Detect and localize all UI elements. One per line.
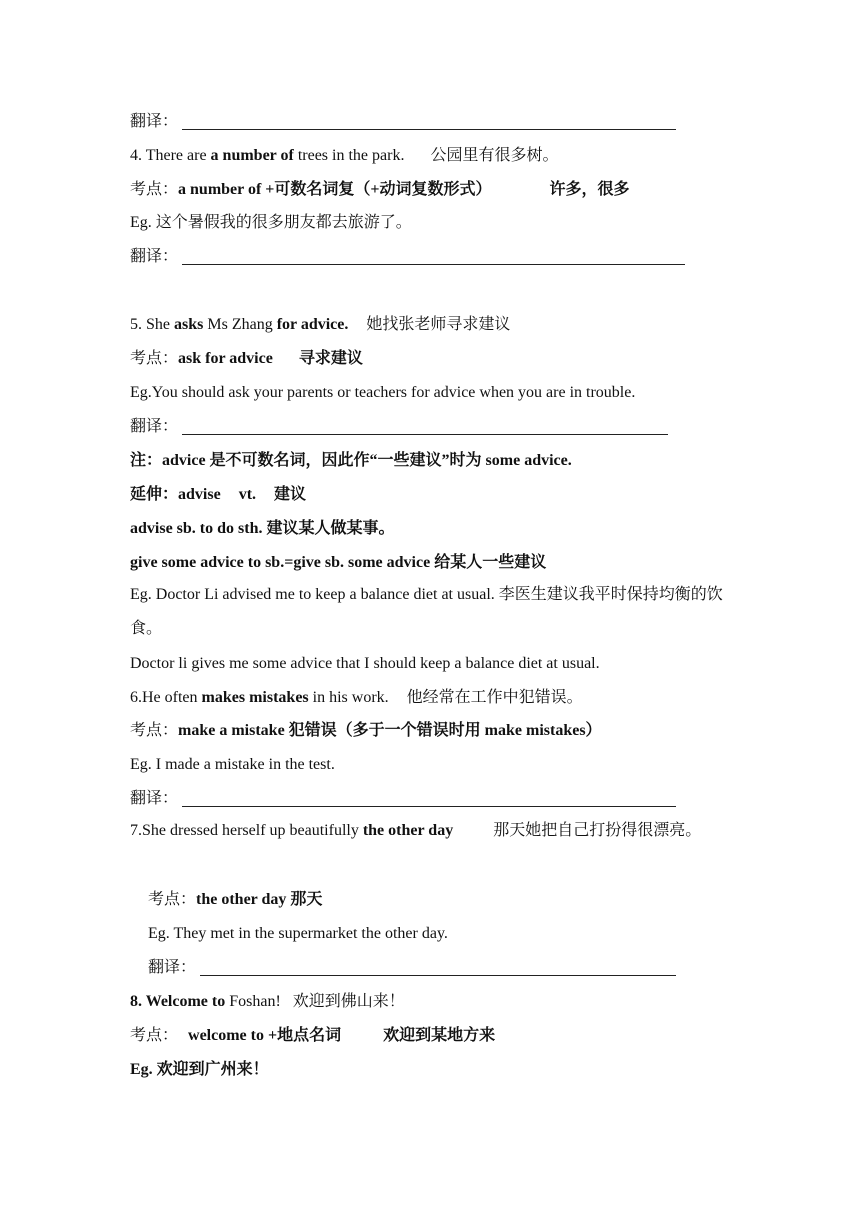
sentence-7-cn: 那天她把自己打扮得很漂亮。 (493, 822, 702, 839)
example-5b: Eg. Doctor Li advised me to keep a balance diet at usual. 李医生建议我平时保持均衡的饮食。 (130, 586, 723, 637)
keypoint-6-phrase: make a mistake 犯错误（多于一个错误时用 make mistakes） (178, 722, 602, 739)
sentence-8-cn: 欢迎到佛山来！ (292, 993, 405, 1010)
answer-blank[interactable] (182, 129, 676, 130)
sentence-4-cn: 公园里有很多树。 (430, 147, 559, 164)
sentence-5-key2: for advice. (276, 316, 349, 333)
sentence-4 (130, 146, 558, 166)
translation-label: 翻译： (148, 959, 197, 976)
sentence-7-key: the other day (362, 822, 454, 839)
sentence-5 (130, 315, 510, 335)
keypoint-label: 考点： (130, 722, 179, 739)
sentence-6-num: 6.He often (130, 689, 202, 706)
answer-blank[interactable] (182, 806, 676, 807)
translation-label: 翻译： (130, 418, 179, 435)
sentence-5-mid: Ms Zhang (203, 316, 277, 333)
sentence-4-num: 4. There are (130, 147, 211, 164)
note-5: 注：advice 是不可数名词，因此作“一些建议”时为 some advice. (130, 452, 572, 469)
translation-label: 翻译： (130, 790, 179, 807)
sentence-7 (130, 814, 735, 848)
keypoint-8-meaning: 欢迎到某地方来 (383, 1027, 496, 1044)
sentence-5-key1: asks (174, 316, 204, 333)
keypoint-label: 考点： (148, 891, 197, 908)
extension-5-usage-1: advise sb. to do sth. 建议某人做某事。 (130, 520, 395, 537)
keypoint-5-phrase: ask for advice (178, 350, 273, 367)
extension-label: 延伸：advise (130, 486, 221, 503)
answer-blank[interactable] (182, 264, 685, 265)
keypoint-label: 考点： (130, 1027, 179, 1044)
answer-blank[interactable] (182, 434, 668, 435)
extension-5-usage-2: give some advice to sb.=give sb. some advice 给某人一些建议 (130, 554, 547, 571)
extension-5 (130, 485, 306, 505)
keypoint-7 (148, 890, 322, 910)
example-7: Eg. They met in the supermarket the other day. (148, 925, 448, 942)
sentence-6-cn: 他经常在工作中犯错误。 (406, 689, 583, 706)
keypoint-5 (130, 349, 363, 369)
sentence-4-rest: trees in the park. (293, 147, 405, 164)
answer-blank[interactable] (200, 975, 676, 976)
keypoint-8 (130, 1026, 495, 1046)
keypoint-4-phrase: a number of +可数名词复（+动词复数形式） (178, 181, 492, 198)
sentence-6 (130, 688, 583, 708)
keypoint-label: 考点： (130, 350, 179, 367)
sentence-8-key: 8. Welcome to (130, 993, 226, 1010)
sentence-6-key: makes mistakes (201, 689, 309, 706)
example-6: Eg. I made a mistake in the test. (130, 756, 335, 773)
translation-label: 翻译： (130, 248, 179, 265)
sentence-5-num: 5. She (130, 316, 174, 333)
keypoint-5-meaning: 寻求建议 (298, 350, 363, 367)
extension-cn: 建议 (274, 486, 307, 503)
example-8: Eg. 欢迎到广州来！ (130, 1061, 269, 1078)
keypoint-7-phrase: the other day 那天 (196, 891, 323, 908)
sentence-6-rest: in his work. (308, 689, 389, 706)
sentence-8-rest: Foshan! (225, 993, 281, 1010)
sentence-7-num: 7.She dressed herself up beautifully (130, 822, 363, 839)
example-4: Eg. 这个暑假我的很多朋友都去旅游了。 (130, 214, 412, 231)
keypoint-6 (130, 721, 602, 741)
sentence-4-key: a number of (210, 147, 294, 164)
example-5: Eg.You should ask your parents or teachers for advice when you are in trouble. (130, 384, 636, 401)
translation-label: 翻译： (130, 113, 179, 130)
extension-pos: vt. (238, 486, 257, 503)
sentence-5-cn: 她找张老师寻求建议 (366, 316, 511, 333)
keypoint-8-phrase: welcome to +地点名词 (188, 1027, 342, 1044)
keypoint-4-meaning: 许多，很多 (549, 181, 630, 198)
example-5c: Doctor li gives me some advice that I should keep a balance diet at usual. (130, 655, 600, 672)
keypoint-4 (130, 180, 630, 200)
keypoint-label: 考点： (130, 181, 179, 198)
sentence-8 (130, 992, 405, 1012)
